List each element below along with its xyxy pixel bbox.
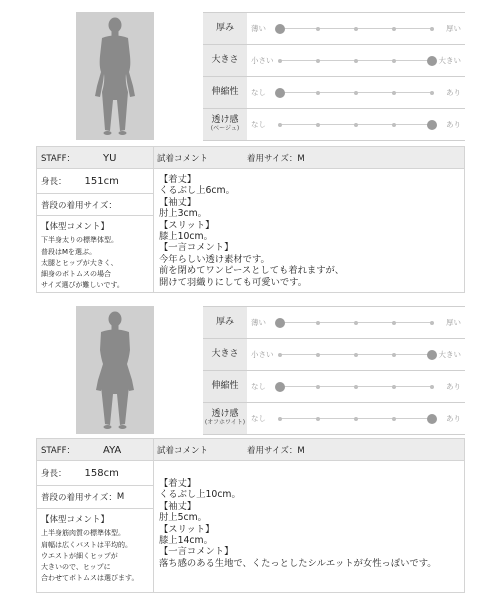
meter-step-dot (278, 123, 282, 127)
meter-step-dot (392, 353, 396, 357)
meter-label: 大きさ (203, 339, 247, 370)
meter-row-stretch (203, 77, 465, 109)
worn-size-label: 着用サイズ：M (247, 446, 305, 456)
meter-max-label: 厚い (446, 24, 461, 33)
meter-min-label: 小さい (251, 350, 274, 359)
comment-line: 落ち感のある生地で、くたっとしたシルエットが女性っぽいです。 (159, 557, 437, 569)
comment-line: 肘上5cm。 (159, 512, 207, 524)
try-on-comment-heading: 試着コメント (157, 446, 209, 456)
meter-track (280, 354, 432, 355)
meter-step-dot (392, 417, 396, 421)
meter-step-dot (354, 123, 358, 127)
height-row (37, 461, 153, 486)
body-type-comment (41, 222, 124, 292)
info-header (37, 147, 464, 169)
usual-size-value: M (116, 492, 125, 502)
staff-info-card (36, 146, 465, 293)
meter-step-dot (354, 27, 358, 31)
meter-row-thickness (203, 13, 465, 45)
meter-step-dot (278, 59, 282, 63)
meter-row-sheerness (203, 403, 465, 435)
body-type-title: 【体型コメント】 (41, 515, 110, 525)
body-line: 太腿とヒップが大きく、 (41, 258, 118, 267)
staff-name: YU (103, 152, 117, 164)
meter-max-label: あり (446, 414, 461, 423)
meter-track (280, 60, 432, 61)
column-divider (153, 147, 154, 292)
meter-level-knob (275, 382, 285, 392)
meter-label: 厚み (203, 307, 247, 338)
meter-step-dot (316, 59, 320, 63)
comment-line: くるぶし上10cm。 (159, 489, 241, 501)
comment-line: 【着丈】 (159, 174, 197, 185)
meter-min-label: なし (251, 120, 266, 129)
meter-step-dot (392, 59, 396, 63)
meter-level-knob (275, 88, 285, 98)
try-on-comment-body (159, 174, 344, 288)
meter-step-dot (354, 59, 358, 63)
comment-line: 【袖丈】 (159, 500, 197, 512)
meter-max-label: 厚い (446, 318, 461, 327)
meter-step-dot (354, 417, 358, 421)
meter-step-dot (316, 91, 320, 95)
meter-row-size (203, 45, 465, 77)
female-figure-silhouette-icon (76, 12, 154, 140)
comment-line: 【一言コメント】 (159, 546, 234, 558)
meter-track (280, 92, 432, 93)
meter-step-dot (316, 353, 320, 357)
meter-max-label: あり (446, 120, 461, 129)
meter-track (280, 124, 432, 125)
meter-step-dot (430, 91, 434, 95)
staff-line (41, 439, 121, 461)
comment-line: 膝上14cm。 (159, 535, 213, 547)
meter-label: 透け感 (オフホワイト) (203, 403, 247, 434)
meter-step-dot (354, 353, 358, 357)
meter-sub-label: (オフホワイト) (204, 419, 246, 427)
staff-line (41, 147, 116, 169)
meter-min-label: 小さい (251, 56, 274, 65)
meter-min-label: なし (251, 382, 266, 391)
info-header (37, 439, 464, 461)
staff-label: STAFF： (41, 154, 76, 164)
height-value: 151cm (84, 175, 119, 187)
body-line: サイズ選びが難しいです。 (41, 281, 124, 290)
comment-line: 開けて羽織りにしても可愛いです。 (159, 276, 308, 288)
body-type-title: 【体型コメント】 (41, 222, 110, 232)
meter-min-label: なし (251, 88, 266, 97)
comment-line: 肘上3cm。 (159, 208, 207, 220)
try-on-comment-heading: 試着コメント (157, 154, 209, 164)
comment-line: くるぶし上6cm。 (159, 185, 235, 197)
meter-step-dot (430, 321, 434, 325)
body-line: ウエストが細くヒップが (41, 551, 118, 560)
female-figure-silhouette-icon (76, 306, 154, 434)
meter-level-knob (275, 318, 285, 328)
fabric-attribute-table (203, 12, 465, 140)
meter-step-dot (392, 27, 396, 31)
meter-step-dot (354, 321, 358, 325)
meter-step-dot (392, 385, 396, 389)
height-label: 身長： (41, 177, 67, 187)
meter-step-dot (278, 417, 282, 421)
meter-level-knob (275, 24, 285, 34)
meter-step-dot (354, 385, 358, 389)
body-type-comment (41, 515, 138, 585)
body-line: 下半身太りの標準体型。 (41, 236, 118, 245)
worn-size-label: 着用サイズ：M (247, 154, 305, 164)
meter-min-label: なし (251, 414, 266, 423)
fabric-attribute-table (203, 306, 465, 434)
meter-row-sheerness (203, 109, 465, 141)
meter-label: 大きさ (203, 45, 247, 76)
figure-panel (76, 12, 154, 140)
meter-level-knob (427, 120, 437, 130)
meter-max-label: あり (446, 88, 461, 97)
meter-step-dot (430, 27, 434, 31)
usual-size-label: 普段の着用サイズ： (41, 493, 117, 503)
meter-track (280, 418, 432, 419)
usual-size-row (37, 194, 153, 216)
staff-name: AYA (103, 444, 122, 456)
meter-level-knob (427, 56, 437, 66)
meter-step-dot (354, 91, 358, 95)
meter-track (280, 386, 432, 387)
meter-step-dot (316, 385, 320, 389)
meter-row-size (203, 339, 465, 371)
meter-step-dot (316, 321, 320, 325)
meter-min-label: 薄い (251, 318, 266, 327)
meter-step-dot (392, 321, 396, 325)
meter-label: 透け感 (ベージュ) (203, 109, 247, 140)
comment-line: 前を閉めてワンピースとしても着れますが、 (159, 265, 345, 277)
meter-step-dot (430, 385, 434, 389)
meter-level-knob (427, 414, 437, 424)
height-label: 身長： (41, 469, 67, 479)
usual-size-label: 普段の着用サイズ： (41, 200, 117, 211)
usual-size-row (37, 486, 153, 509)
meter-level-knob (427, 350, 437, 360)
comment-line: 【着丈】 (159, 478, 197, 489)
staff-label: STAFF： (41, 446, 76, 456)
column-divider (153, 439, 154, 592)
body-line: 合わせてボトムスは選びます。 (41, 574, 139, 583)
meter-row-thickness (203, 307, 465, 339)
meter-label: 伸縮性 (203, 77, 247, 108)
height-row (37, 169, 153, 194)
meter-max-label: 大きい (438, 350, 461, 359)
comment-line: 【スリット】 (159, 523, 215, 535)
comment-line: 今年らしい透け素材です。 (159, 253, 270, 265)
body-line: 普段はMを選ぶ。 (41, 247, 97, 256)
meter-step-dot (316, 27, 320, 31)
meter-step-dot (392, 123, 396, 127)
meter-step-dot (392, 91, 396, 95)
meter-track (280, 322, 432, 323)
meter-row-stretch (203, 371, 465, 403)
body-line: 肩幅は広くバストは平均的。 (41, 540, 132, 549)
comment-line: 【スリット】 (159, 219, 215, 231)
try-on-comment-body (159, 478, 437, 569)
meter-max-label: 大きい (438, 56, 461, 65)
staff-info-card (36, 438, 465, 593)
meter-label: 厚み (203, 13, 247, 44)
meter-sub-label: (ベージュ) (210, 125, 240, 133)
body-line: 上半身筋肉質の標準体型。 (41, 529, 125, 538)
body-line: 大きいので、ヒップに (41, 563, 111, 572)
meter-track (280, 28, 432, 29)
comment-line: 膝上10cm。 (159, 231, 213, 243)
meter-max-label: あり (446, 382, 461, 391)
meter-min-label: 薄い (251, 24, 266, 33)
comment-line: 【一言コメント】 (159, 242, 234, 254)
comment-line: 【袖丈】 (159, 196, 197, 208)
meter-step-dot (316, 123, 320, 127)
meter-label: 伸縮性 (203, 371, 247, 402)
meter-step-dot (316, 417, 320, 421)
body-line: 細身のボトムスの場合 (41, 270, 111, 279)
height-value: 158cm (84, 467, 119, 479)
meter-step-dot (278, 353, 282, 357)
figure-panel (76, 306, 154, 434)
